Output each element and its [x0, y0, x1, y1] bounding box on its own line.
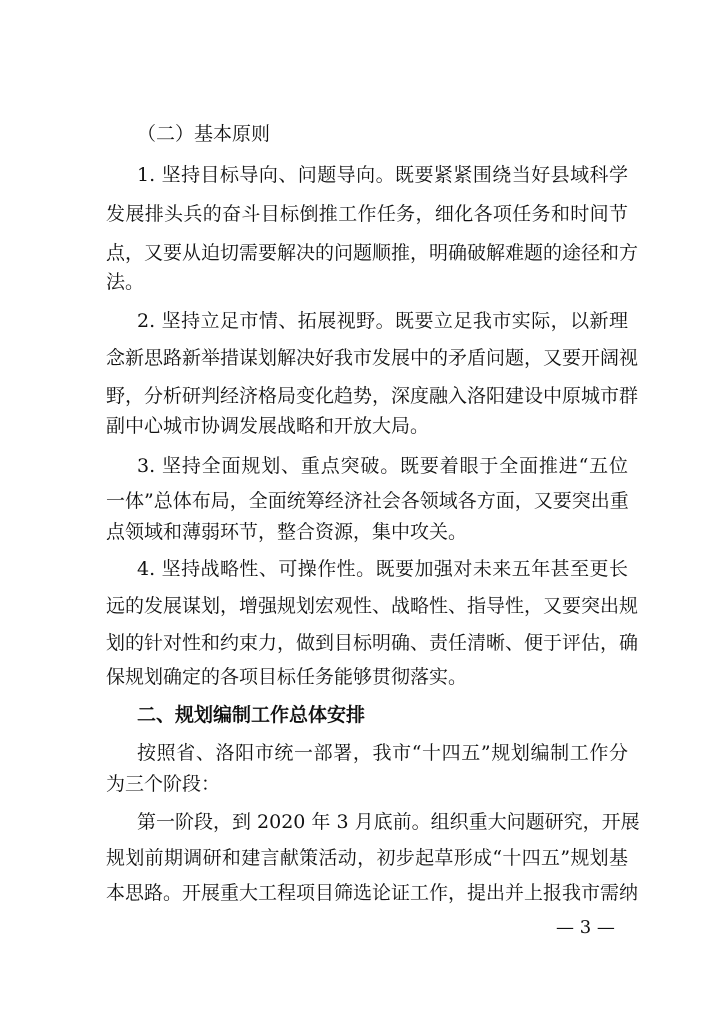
paragraph-line: 划的针对性和约束力，做到目标明确、责任清晰、便于评估，确 — [106, 632, 639, 654]
paragraph-line: 规划前期调研和建言献策活动，初步起草形成“十四五”规划基 — [106, 847, 628, 869]
paragraph-line: 保规划确定的各项目标任务能够贯彻落实。 — [106, 666, 468, 688]
paragraph-line: 点领域和薄弱环节，整合资源，集中攻关。 — [106, 521, 468, 543]
paragraph-line: 2. 坚持立足市情、拓展视野。既要立足我市实际，以新理 — [137, 310, 628, 332]
paragraph-line: 点，又要从迫切需要解决的问题顺推，明确破解难题的途径和方 — [106, 242, 639, 264]
paragraph-line: 发展排头兵的奋斗目标倒推工作任务，细化各项任务和时间节 — [106, 203, 628, 225]
paragraph-line: 4. 坚持战略性、可操作性。既要加强对未来五年甚至更长 — [137, 558, 628, 580]
subheading-basic-principles: （二）基本原则 — [137, 123, 271, 145]
paragraph-line: 副中心城市协调发展战略和开放大局。 — [106, 415, 430, 437]
paragraph-line: 本思路。开展重大工程项目筛选论证工作，提出并上报我市需纳 — [106, 882, 639, 904]
paragraph-line: 远的发展谋划，增强规划宏观性、战略性、指导性，又要突出规 — [106, 595, 639, 617]
paragraph-line: 3. 坚持全面规划、重点突破。既要着眼于全面推进“五位 — [137, 455, 628, 477]
paragraph-line: 法。 — [106, 271, 145, 293]
paragraph-line: 第一阶段，到 2020 年 3 月底前。组织重大问题研究，开展 — [137, 811, 640, 833]
paragraph-line: 念新思路新举措谋划解决好我市发展中的矛盾问题，又要开阔视 — [106, 347, 639, 369]
section-heading: 二、规划编制工作总体安排 — [137, 704, 366, 726]
paragraph-line: 野，分析研判经济格局变化趋势，深度融入洛阳建设中原城市群 — [106, 385, 639, 407]
paragraph-line: 为三个阶段： — [106, 773, 221, 795]
paragraph-line: 一体”总体布局，全面统筹经济社会各领域各方面，又要突出重 — [106, 490, 629, 512]
page-number: — 3 — — [556, 917, 615, 938]
paragraph-line: 1. 坚持目标导向、问题导向。既要紧紧围绕当好县域科学 — [137, 164, 628, 186]
paragraph-line: 按照省、洛阳市统一部署，我市“十四五”规划编制工作分 — [137, 742, 628, 764]
